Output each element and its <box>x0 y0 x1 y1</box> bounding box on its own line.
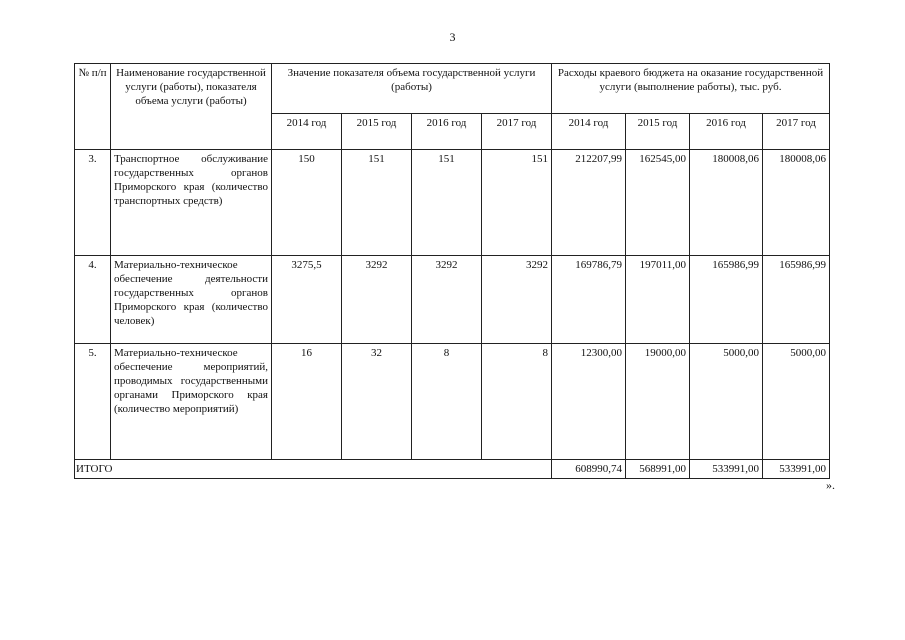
volume-cell: 32 <box>342 344 412 460</box>
header-expense-year: 2016 год <box>690 114 763 150</box>
header-index: № п/п <box>75 64 111 150</box>
expense-cell: 165986,99 <box>690 256 763 344</box>
row-index: 5. <box>75 344 111 460</box>
row-name: Материально-техническое обеспечение мероприятий, проводимых государственными органами Приморского края (количество мероприятий) <box>111 344 272 460</box>
volume-cell: 151 <box>482 150 552 256</box>
header-expense-group: Расходы краевого бюджета на оказание государственной услуги (выполнение работы), тыс. руб. <box>552 64 830 114</box>
total-expense-cell: 608990,74 <box>552 460 626 479</box>
row-name: Материально-техническое обеспечение деятельности государственных органов Приморского края (количество человек) <box>111 256 272 344</box>
table-row <box>75 344 830 460</box>
total-expense-cell: 568991,00 <box>626 460 690 479</box>
row-index: 4. <box>75 256 111 344</box>
header-expense-year: 2014 год <box>552 114 626 150</box>
row-index: 3. <box>75 150 111 256</box>
expense-cell: 169786,79 <box>552 256 626 344</box>
volume-cell: 151 <box>412 150 482 256</box>
header-volume-year: 2016 год <box>412 114 482 150</box>
volume-cell: 8 <box>412 344 482 460</box>
expense-cell: 197011,00 <box>626 256 690 344</box>
volume-cell: 150 <box>272 150 342 256</box>
expense-cell: 162545,00 <box>626 150 690 256</box>
volume-cell: 3275,5 <box>272 256 342 344</box>
header-expense-year: 2015 год <box>626 114 690 150</box>
header-volume-year: 2014 год <box>272 114 342 150</box>
volume-cell: 3292 <box>342 256 412 344</box>
expense-cell: 5000,00 <box>763 344 830 460</box>
total-expense-cell: 533991,00 <box>690 460 763 479</box>
table-row <box>75 256 830 344</box>
expense-cell: 180008,06 <box>763 150 830 256</box>
header-volume-year: 2015 год <box>342 114 412 150</box>
volume-cell: 151 <box>342 150 412 256</box>
volume-cell: 3292 <box>482 256 552 344</box>
row-name: Транспортное обслуживание государственных органов Приморского края (количество транспортных средств) <box>111 150 272 256</box>
expense-cell: 165986,99 <box>763 256 830 344</box>
table-row <box>75 150 830 256</box>
expense-cell: 12300,00 <box>552 344 626 460</box>
total-label: ИТОГО <box>75 460 552 479</box>
header-volume-group: Значение показателя объема государственной услуги (работы) <box>272 64 552 114</box>
header-volume-year: 2017 год <box>482 114 552 150</box>
expense-cell: 180008,06 <box>690 150 763 256</box>
page-number: 3 <box>449 30 456 44</box>
expense-cell: 212207,99 <box>552 150 626 256</box>
header-name: Наименование государственной услуги (работы), показателя объема услуги (работы) <box>111 64 272 150</box>
expense-cell: 19000,00 <box>626 344 690 460</box>
budget-table <box>74 63 830 479</box>
total-expense-cell: 533991,00 <box>763 460 830 479</box>
volume-cell: 8 <box>482 344 552 460</box>
total-row <box>75 460 830 479</box>
volume-cell: 3292 <box>412 256 482 344</box>
expense-cell: 5000,00 <box>690 344 763 460</box>
header-row-top <box>75 64 830 114</box>
header-expense-year: 2017 год <box>763 114 830 150</box>
closing-quote-mark: ». <box>826 478 835 492</box>
volume-cell: 16 <box>272 344 342 460</box>
